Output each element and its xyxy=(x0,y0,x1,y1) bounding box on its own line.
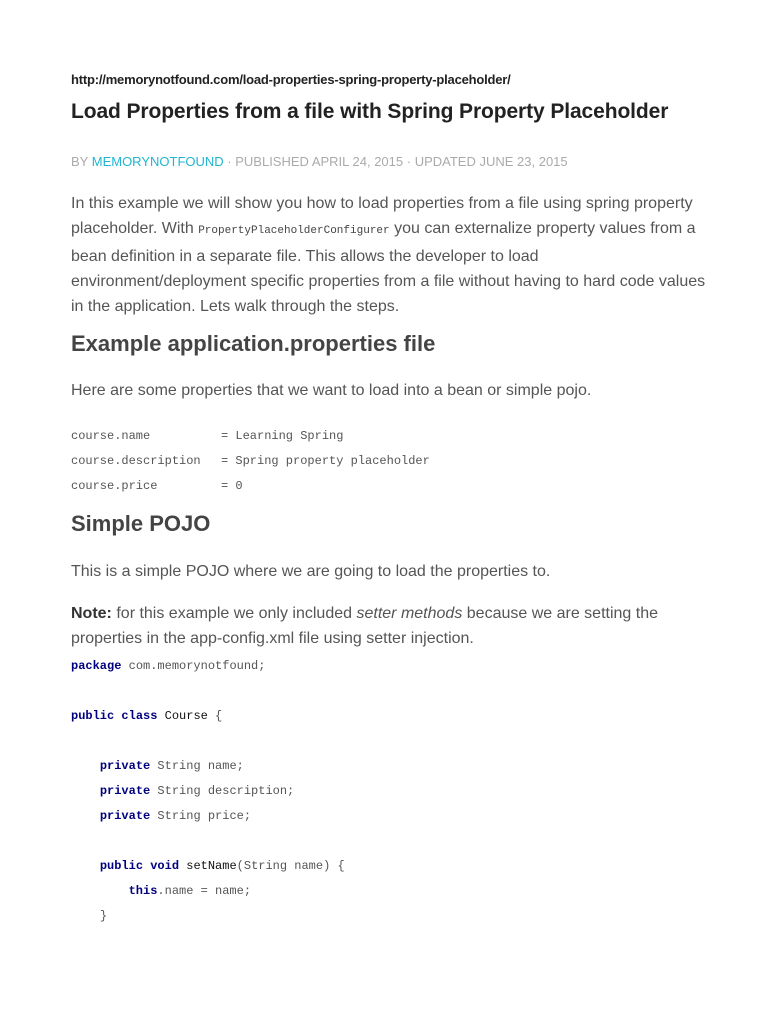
code-line xyxy=(71,879,345,904)
note-text-1: for this example we only included xyxy=(116,605,353,622)
code-keyword: public xyxy=(71,709,115,723)
property-value: = Spring property placeholder xyxy=(221,454,430,468)
updated-date: · UPDATED JUNE 23, 2015 xyxy=(406,154,568,169)
code-keyword: private xyxy=(99,784,151,798)
properties-code-block xyxy=(71,424,430,499)
code-line xyxy=(71,704,345,729)
code-text: (String name) { xyxy=(236,859,345,873)
code-line xyxy=(71,854,345,879)
note-label: Note: xyxy=(71,605,112,622)
code-text: com.memorynotfound; xyxy=(121,659,266,673)
property-line xyxy=(71,424,430,449)
code-keyword: this xyxy=(128,884,158,898)
inline-code: PropertyPlaceholderConfigurer xyxy=(198,225,390,237)
code-line xyxy=(71,904,345,929)
code-text: String description; xyxy=(150,784,295,798)
section-properties-text: Here are some properties that we want to load into a bean or simple pojo. xyxy=(71,382,592,399)
code-keyword: private xyxy=(99,809,151,823)
code-text: .name = name; xyxy=(157,884,252,898)
code-line xyxy=(71,654,345,679)
intro-paragraph xyxy=(71,191,711,319)
code-text: { xyxy=(207,709,223,723)
code-line xyxy=(71,754,345,779)
note-paragraph xyxy=(71,601,711,651)
section-heading-pojo: Simple POJO xyxy=(71,511,211,536)
code-line-blank xyxy=(71,729,345,754)
code-line xyxy=(71,779,345,804)
code-text: } xyxy=(99,909,108,923)
code-line xyxy=(71,804,345,829)
published-date: · PUBLISHED APRIL 24, 2015 xyxy=(227,154,404,169)
intro-text-2: you can externalize property values from a bean definition in a separate file. This allows the developer to load environment/deployment specific properties from a file without having to hard code values in the application. Lets walk through the steps. xyxy=(71,220,706,315)
code-identifier: Course xyxy=(164,709,208,723)
code-identifier: setName xyxy=(186,859,237,873)
code-keyword: package xyxy=(71,659,122,673)
property-key: course.description xyxy=(71,454,201,468)
code-keyword: void xyxy=(150,859,180,873)
intro-text-1: In this example we will show you how to load properties from a file using spring property placeholder. With xyxy=(71,195,693,237)
property-line xyxy=(71,474,430,499)
java-code-block xyxy=(71,654,345,929)
property-key: course.price xyxy=(71,479,158,493)
code-text: String price; xyxy=(150,809,252,823)
property-line xyxy=(71,449,430,474)
author-link[interactable]: MEMORYNOTFOUND xyxy=(91,154,224,169)
note-text-2: because we are setting the properties in the app-config.xml file using setter injection. xyxy=(71,605,658,647)
property-value: = 0 xyxy=(221,479,243,493)
byline xyxy=(71,154,568,169)
byline-by: BY xyxy=(71,154,89,169)
code-text: String name; xyxy=(150,759,244,773)
section-pojo-text: This is a simple POJO where we are going to load the properties to. xyxy=(71,563,551,580)
source-url[interactable]: http://memorynotfound.com/load-properties-spring-property-placeholder/ xyxy=(71,72,511,87)
code-keyword: public xyxy=(99,859,144,873)
code-line-blank xyxy=(71,679,345,704)
code-keyword: class xyxy=(121,709,158,723)
page-title: Load Properties from a file with Spring Property Placeholder xyxy=(71,100,669,123)
property-key: course.name xyxy=(71,429,151,443)
code-keyword: private xyxy=(99,759,151,773)
section-heading-properties: Example application.properties file xyxy=(71,331,436,356)
code-line-blank xyxy=(71,829,345,854)
property-value: = Learning Spring xyxy=(221,429,344,443)
note-emphasis: setter methods xyxy=(356,605,463,622)
